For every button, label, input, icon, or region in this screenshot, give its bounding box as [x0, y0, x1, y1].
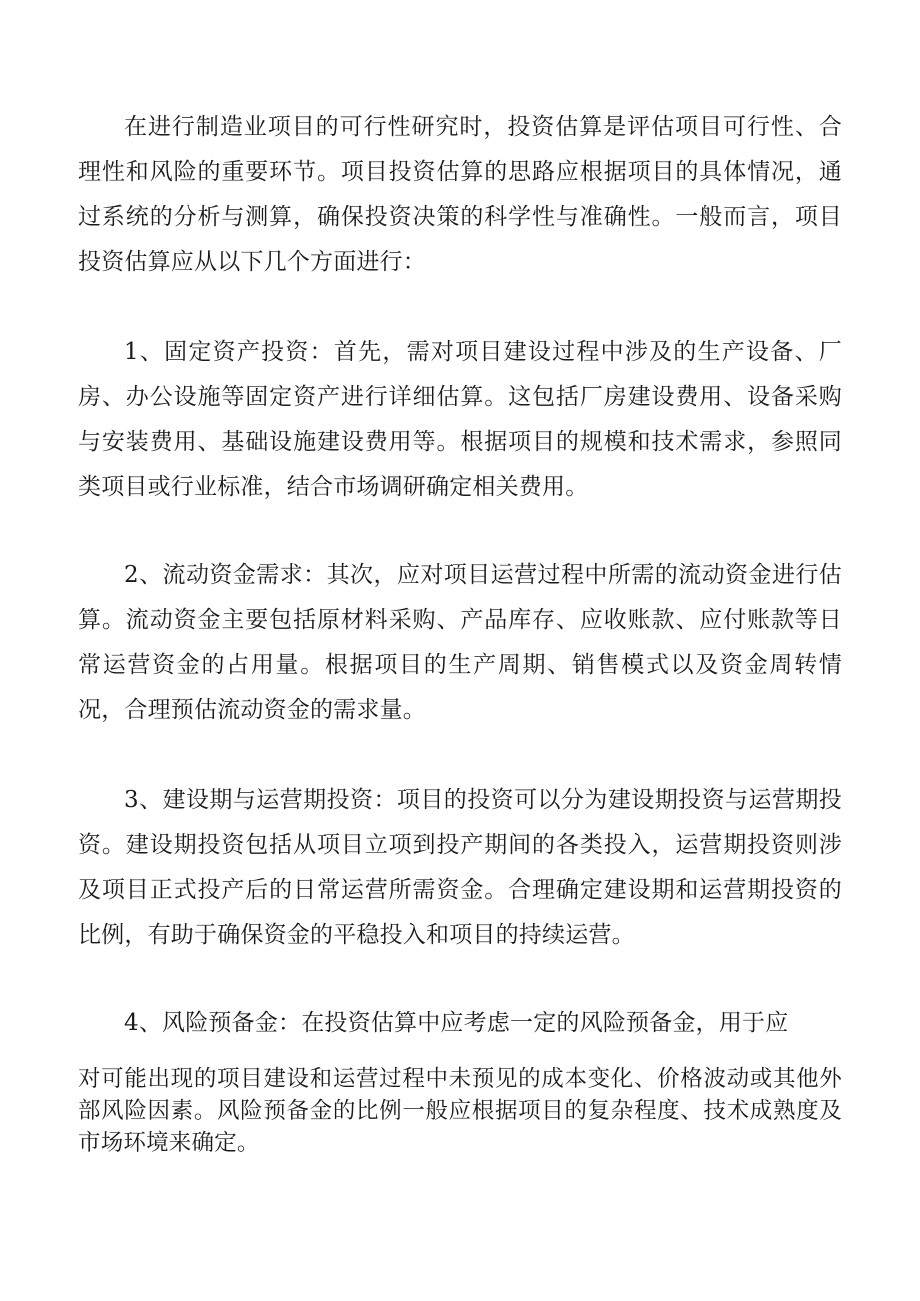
intro-paragraph: 在进行制造业项目的可行性研究时，投资估算是评估项目可行性、合理性和风险的重要环节。项目投资估算的思路应根据项目的具体情况，通过系统的分析与测算，确保投资决策的科学性与准确性。一般而言，项目投资估算应从以下几个方面进行：: [78, 114, 842, 275]
risk-reserve-paragraph-start: 4、风险预备金：在投资估算中应考虑一定的风险预备金，用于应: [124, 1010, 789, 1036]
risk-reserve-paragraph-continuation: 对可能出现的项目建设和运营过程中未预见的成本变化、价格波动或其他外部风险因素。风险预备金的比例一般应根据项目的复杂程度、技术成熟度及市场环境来确定。: [78, 1066, 842, 1156]
construction-operation-paragraph: 3、建设期与运营期投资：项目的投资可以分为建设期投资与运营期投资。建设期投资包括从项目立项到投产期间的各类投入，运营期投资则涉及项目正式投产后的日常运营所需资金。合理确定建设期和运营期投资的比例，有助于确保资金的平稳投入和项目的持续运营。: [78, 787, 842, 948]
working-capital-paragraph: 2、流动资金需求：其次，应对项目运营过程中所需的流动资金进行估算。流动资金主要包括原材料采购、产品库存、应收账款、应付账款等日常运营资金的占用量。根据项目的生产周期、销售模式以及资金周转情况，合理预估流动资金的需求量。: [78, 562, 842, 723]
fixed-asset-paragraph: 1、固定资产投资：首先，需对项目建设过程中涉及的生产设备、厂房、办公设施等固定资产进行详细估算。这包括厂房建设费用、设备采购与安装费用、基础设施建设费用等。根据项目的规模和技术需求，参照同类项目或行业标准，结合市场调研确定相关费用。: [78, 339, 842, 500]
